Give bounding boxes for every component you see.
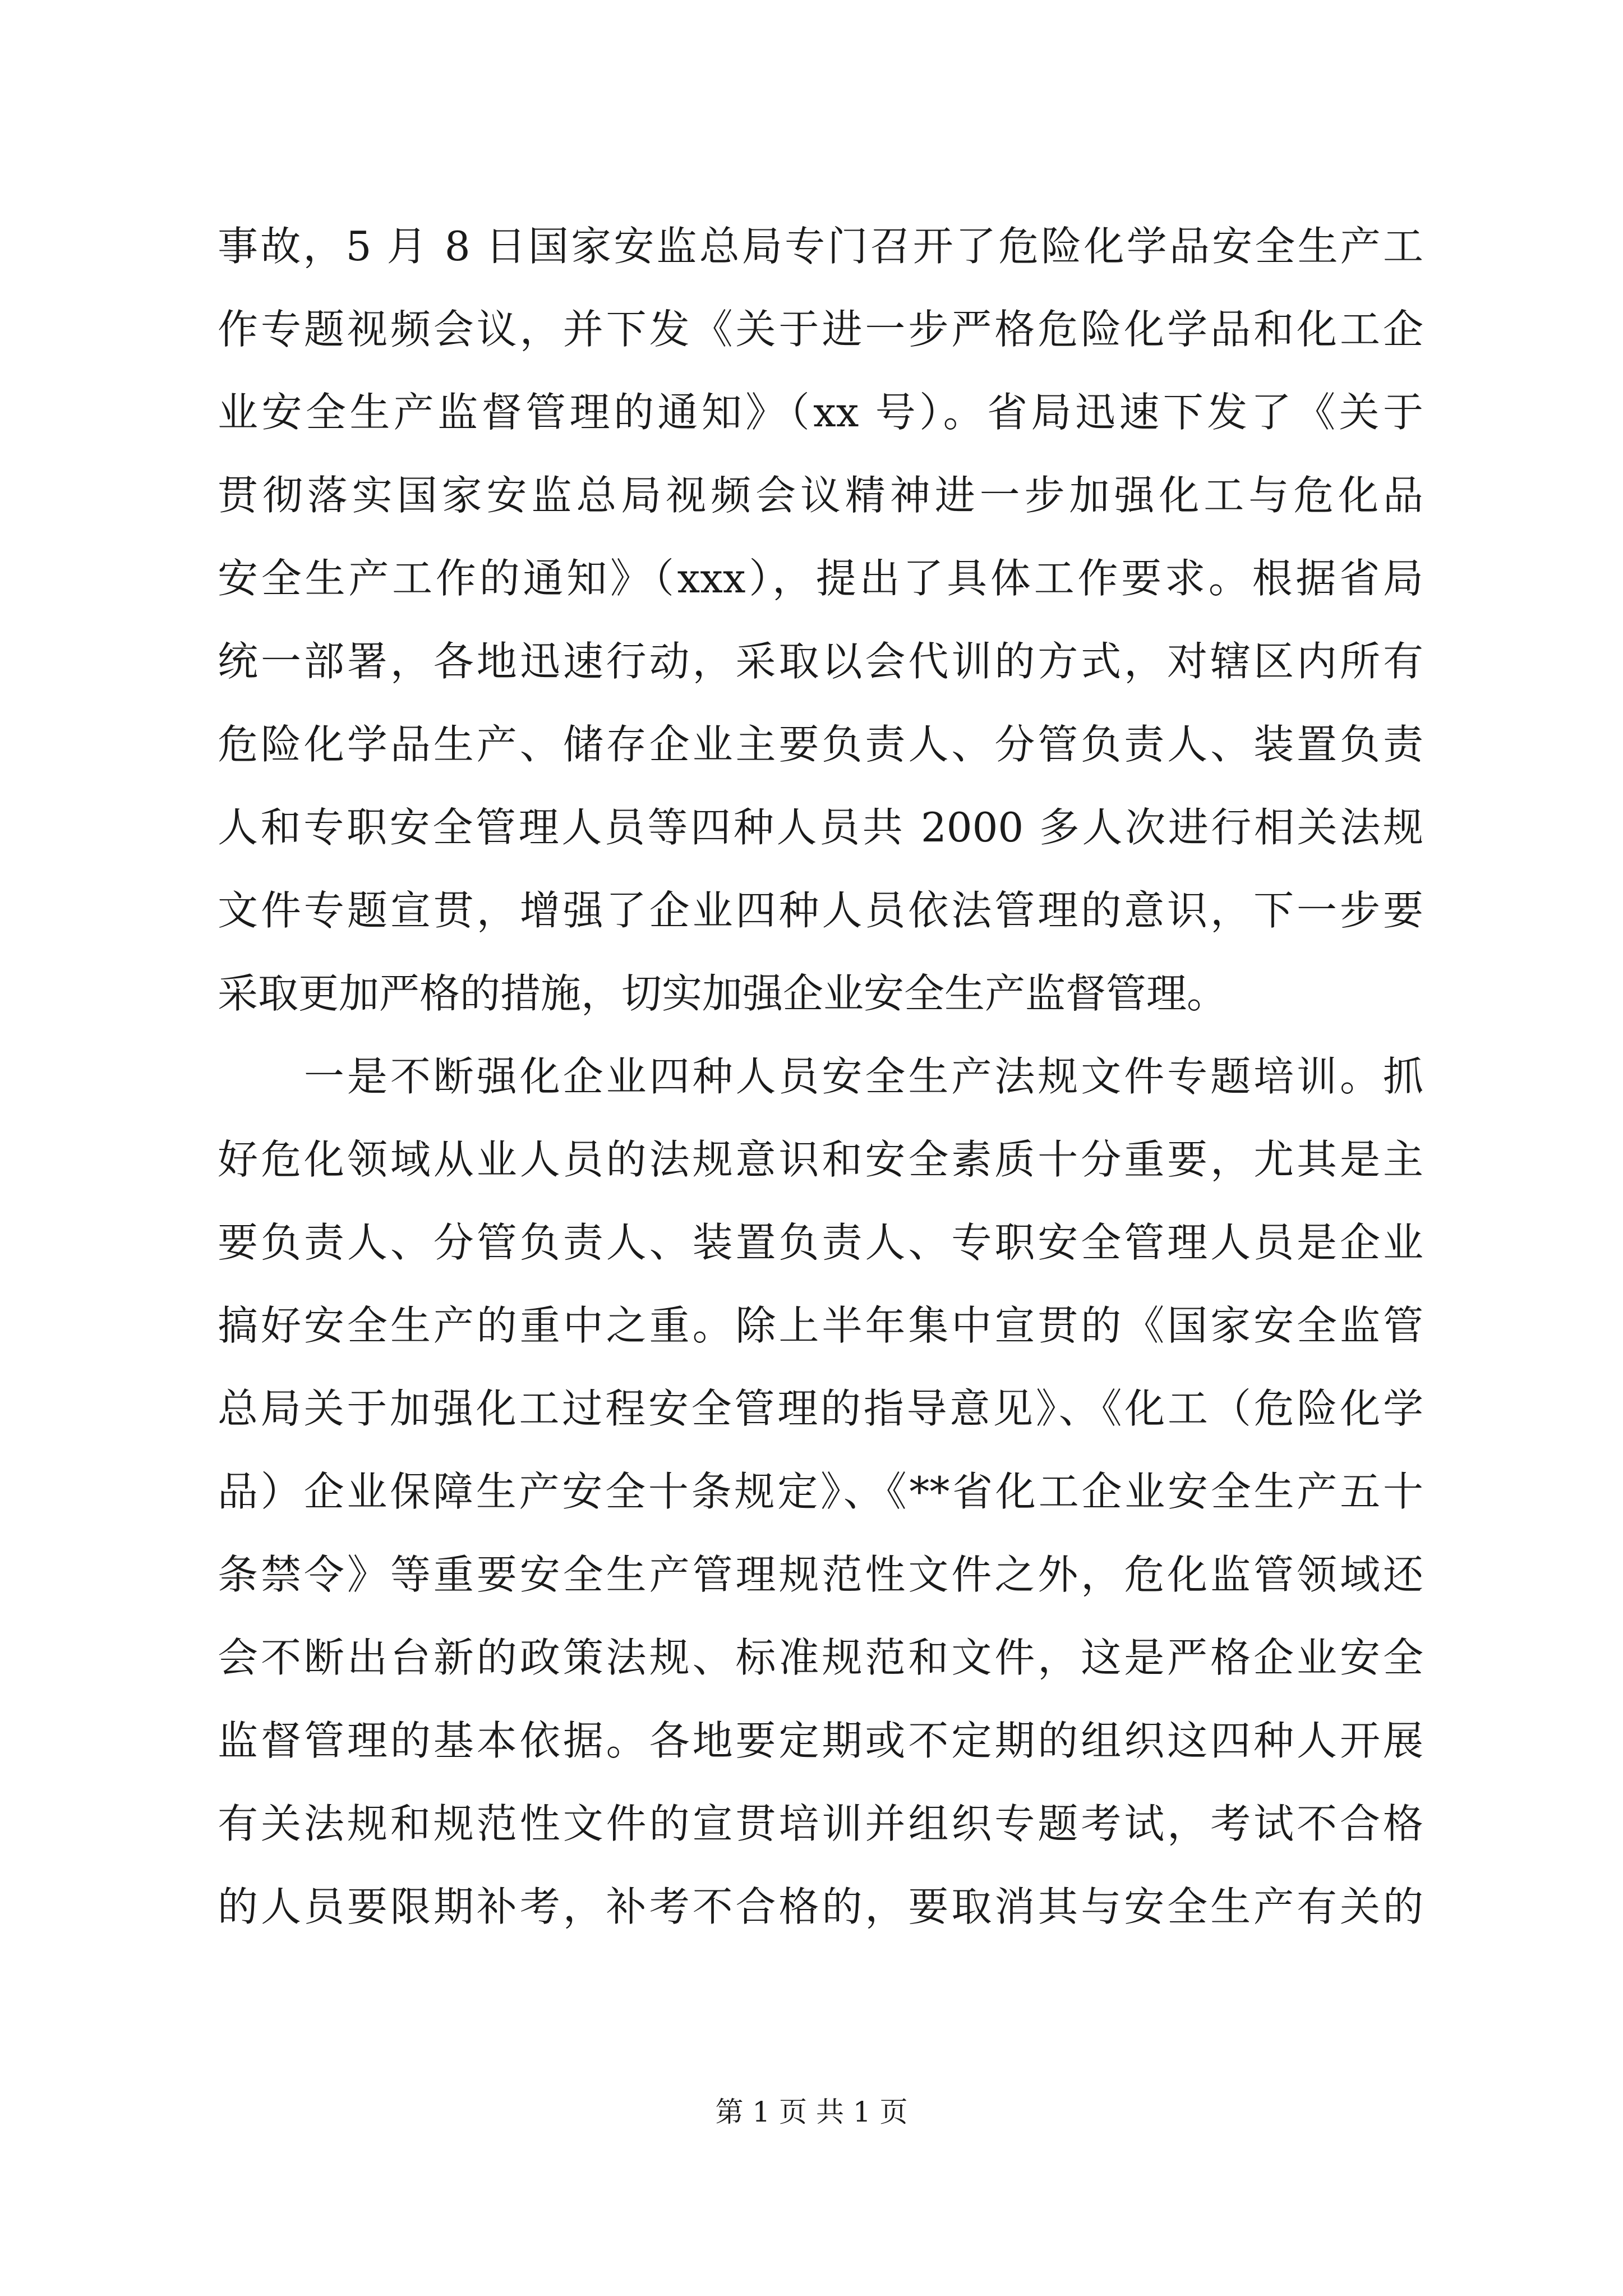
- paragraph-line: 作专题视频会议，并下发《关于进一步严格危险化学品和化工企: [218, 306, 1423, 353]
- paragraph-line: 条禁令》等重要安全生产管理规范性文件之外，危化监管领域还: [218, 1551, 1423, 1598]
- paragraph-line: 搞好安全生产的重中之重。除上半年集中宣贯的《国家安全监管: [218, 1302, 1423, 1349]
- paragraph-line: 会不断出台新的政策法规、标准规范和文件，这是严格企业安全: [218, 1634, 1423, 1681]
- body-text: [218, 205, 1423, 1948]
- paragraph-line: 的人员要限期补考，补考不合格的，要取消其与安全生产有关的: [218, 1883, 1423, 1930]
- paragraph-line: 危险化学品生产、储存企业主要负责人、分管负责人、装置负责: [218, 721, 1423, 768]
- paragraph-line: 监督管理的基本依据。各地要定期或不定期的组织这四种人开展: [218, 1717, 1423, 1764]
- paragraph-line: 贯彻落实国家安监总局视频会议精神进一步加强化工与危化品: [218, 472, 1423, 519]
- paragraph-line: 要负责人、分管负责人、装置负责人、专职安全管理人员是企业: [218, 1219, 1423, 1266]
- paragraph-line: 品）企业保障生产安全十条规定》、《**省化工企业安全生产五十: [218, 1468, 1423, 1515]
- paragraph-line: 业安全生产监督管理的通知》（xx 号）。省局迅速下发了《关于: [218, 389, 1423, 436]
- paragraph-line: 采取更加严格的措施，切实加强企业安全生产监督管理。: [218, 970, 1228, 1017]
- paragraph-line: 文件专题宣贯，增强了企业四种人员依法管理的意识，下一步要: [218, 887, 1423, 934]
- paragraph-line: 人和专职安全管理人员等四种人员共 2000 多人次进行相关法规: [218, 804, 1423, 851]
- page-number-label: 第 1 页 共 1 页: [715, 2096, 908, 2128]
- paragraph-line: 有关法规和规范性文件的宣贯培训并组织专题考试，考试不合格: [218, 1800, 1423, 1847]
- paragraph-line: 事故，5 月 8 日国家安监总局专门召开了危险化学品安全生产工: [218, 223, 1423, 270]
- paragraph-line: 一是不断强化企业四种人员安全生产法规文件专题培训。抓: [218, 1053, 1423, 1100]
- paragraph-line: 统一部署，各地迅速行动，采取以会代训的方式，对辖区内所有: [218, 638, 1423, 685]
- paragraph-line: 好危化领域从业人员的法规意识和安全素质十分重要，尤其是主: [218, 1136, 1423, 1183]
- page-footer: [0, 2090, 1623, 2130]
- paragraph-line: 总局关于加强化工过程安全管理的指导意见》、《化工（危险化学: [218, 1385, 1423, 1432]
- paragraph-line: 安全生产工作的通知》（xxx），提出了具体工作要求。根据省局: [218, 555, 1423, 602]
